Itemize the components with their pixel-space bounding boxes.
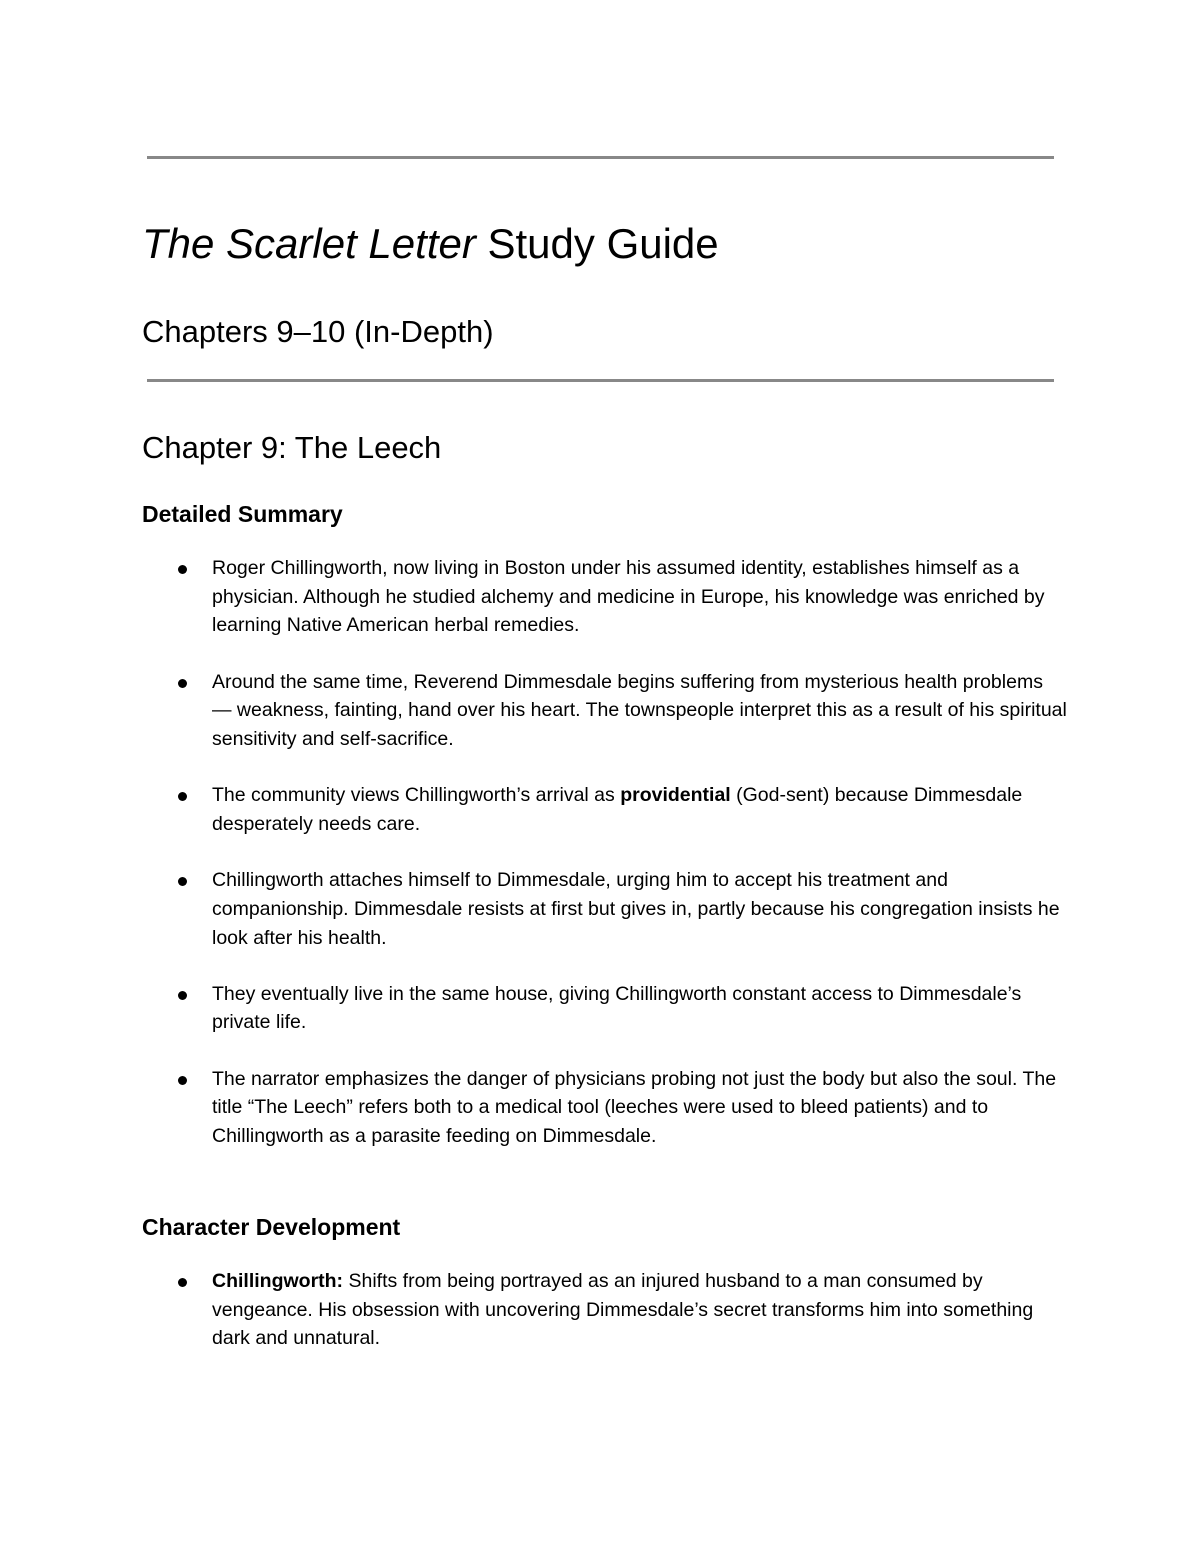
list-item bbox=[0, 1267, 1067, 1353]
list-item-text: Chillingworth attaches himself to Dimmesdale, urging him to accept his treatment and companionship. Dimmesdale resists at first but gives in, partly because his congregation insists he look after his health. bbox=[212, 869, 1060, 949]
title-italic: The Scarlet Letter bbox=[142, 220, 476, 267]
list-item bbox=[0, 1065, 1067, 1151]
list-item-text: Shifts from being portrayed as an injured husband to a man consumed by vengeance. His obsession with uncovering Dimmesdale’s secret transforms him into something dark and unnatural. bbox=[212, 1270, 1034, 1350]
list-item-text: Around the same time, Reverend Dimmesdale begins suffering from mysterious health problems — weakness, fainting, hand over his heart. The townspeople interpret this as a result of his spiritual sensitivity and self-sacrifice. bbox=[212, 670, 1067, 751]
section-heading-character-development: Character Development bbox=[142, 1214, 401, 1240]
list-item-bold-term: providential bbox=[620, 784, 731, 807]
bullet-icon bbox=[178, 679, 187, 688]
list-item-text: They eventually live in the same house, giving Chillingworth constant access to Dimmesdale’s private life. bbox=[212, 982, 1022, 1034]
summary-list bbox=[0, 554, 1067, 1178]
middle-divider bbox=[147, 379, 1054, 382]
list-item bbox=[0, 554, 1067, 640]
list-item bbox=[0, 980, 1067, 1037]
list-item bbox=[0, 866, 1067, 952]
bullet-icon bbox=[178, 565, 187, 574]
document-subtitle: Chapters 9–10 (In-Depth) bbox=[142, 314, 494, 349]
chapter-heading: Chapter 9: The Leech bbox=[142, 430, 442, 465]
section-heading-detailed-summary: Detailed Summary bbox=[142, 501, 343, 527]
document-title bbox=[142, 214, 719, 274]
list-item-text: Roger Chillingworth, now living in Boston under his assumed identity, establishes himself as a physician. Although he studied alchemy and medicine in Europe, his knowledge was enriched by learning Native American herbal remedies. bbox=[212, 557, 1045, 637]
top-divider bbox=[147, 156, 1054, 159]
list-item bbox=[0, 668, 1067, 754]
bullet-icon bbox=[178, 991, 187, 1000]
list-item-bold-term: Chillingworth: bbox=[212, 1270, 344, 1292]
character-list bbox=[0, 1267, 1067, 1381]
list-item-text-after: (God-sent) because Dimmesdale desperately needs care. bbox=[212, 784, 1023, 835]
bullet-icon bbox=[178, 1076, 187, 1085]
list-item bbox=[0, 781, 1067, 838]
bullet-icon bbox=[178, 877, 187, 886]
list-item-text-before: The community views Chillingworth’s arrival as bbox=[212, 784, 621, 807]
title-rest: Study Guide bbox=[475, 220, 719, 267]
bullet-icon bbox=[178, 792, 187, 801]
bullet-icon bbox=[178, 1278, 187, 1287]
list-item-text: The narrator emphasizes the danger of physicians probing not just the body but also the soul. The title “The Leech” refers both to a medical tool (leeches were used to bleed patients) and to Chillingworth as a parasite feeding on Dimmesdale. bbox=[212, 1067, 1057, 1148]
